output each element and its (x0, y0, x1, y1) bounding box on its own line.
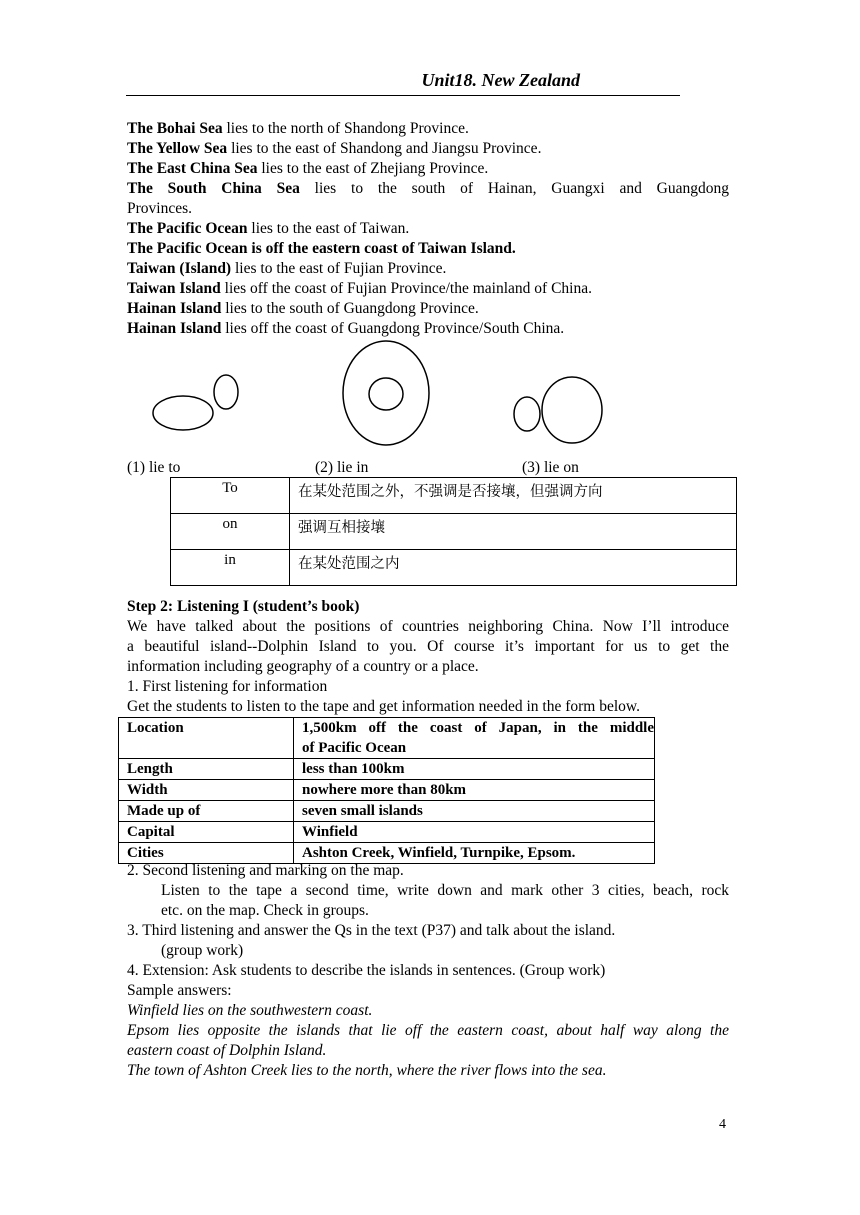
step2-intro-line1: We have talked about the positions of countries neighboring China. Now I’ll introduce (127, 618, 729, 635)
diagram-lie-in (343, 341, 429, 445)
sample-answer-1: Winfield lies on the southwestern coast. (127, 1002, 373, 1019)
table-cell-key: Length (119, 759, 294, 780)
item2: 2. Second listening and marking on the map. (127, 862, 404, 879)
table-row (119, 822, 655, 843)
table-cell-key: Location (119, 718, 294, 759)
sample-answer-2-line2: eastern coast of Dolphin Island. (127, 1042, 327, 1059)
sentence-hainan-2: Hainan Island lies off the coast of Guangdong Province/South China. (127, 320, 565, 337)
table-cell-value: 在某处范围之内 (290, 550, 737, 586)
table-cell-value: less than 100km (294, 759, 655, 780)
table-row (171, 514, 737, 550)
sample-answer-3: The town of Ashton Creek lies to the north, where the river flows into the sea. (127, 1062, 607, 1079)
page-number: 4 (719, 1117, 726, 1132)
page-header-title: Unit18. New Zealand (421, 70, 580, 90)
caption-lie-on: (3) lie on (522, 459, 579, 476)
table-cell-key: in (171, 550, 290, 586)
step2-section (127, 597, 729, 717)
table-row (171, 550, 737, 586)
sentence-bohai: The Bohai Sea lies to the north of Shandong Province. (127, 120, 469, 137)
sentence-pacific-2: The Pacific Ocean is off the eastern coast of Taiwan Island. (127, 240, 516, 257)
listening-steps (127, 861, 729, 1081)
step2-heading: Step 2: Listening I (student’s book) (127, 598, 360, 615)
table-cell-value: 在某处范围之外，不强调是否接壤，但强调方向 (290, 478, 737, 514)
step2-intro-line3: information including geography of a country or a place. (127, 658, 479, 675)
table-row (171, 478, 737, 514)
table-cell-value: 强调互相接壤 (290, 514, 737, 550)
table-cell-key: on (171, 514, 290, 550)
location-value-line1: 1,500km off the coast of Japan, in the middle (302, 720, 654, 736)
header-rule (126, 95, 680, 96)
item4: 4. Extension: Ask students to describe the islands in sentences. (Group work) (127, 962, 606, 979)
location-value-line2: of Pacific Ocean (302, 740, 407, 756)
preposition-diagrams (127, 340, 729, 460)
preposition-table (170, 477, 737, 586)
table-row (119, 759, 655, 780)
table-cell-value: nowhere more than 80km (294, 780, 655, 801)
table-row (119, 718, 655, 759)
caption-lie-in: (2) lie in (315, 459, 369, 476)
sample-answers-label: Sample answers: (127, 982, 232, 999)
table-cell-key: Capital (119, 822, 294, 843)
table-cell-value (294, 718, 655, 759)
sentence-pacific-1: The Pacific Ocean lies to the east of Taiwan. (127, 220, 410, 237)
table-cell-key: Width (119, 780, 294, 801)
island-info-table (118, 717, 655, 864)
table-row (119, 801, 655, 822)
caption-lie-to: (1) lie to (127, 459, 181, 476)
table-cell-value: Winfield (294, 822, 655, 843)
item2-line2: etc. on the map. Check in groups. (161, 902, 369, 919)
item2-line1: Listen to the tape a second time, write down and mark other 3 cities, beach, rock (161, 882, 729, 899)
sentence-taiwan-2: Taiwan Island lies off the coast of Fujian Province/the mainland of China. (127, 280, 592, 297)
table-cell-key: Cities (119, 843, 294, 864)
sentence-hainan-1: Hainan Island lies to the south of Guangdong Province. (127, 300, 479, 317)
diagram-lie-on (514, 377, 602, 443)
table-cell-value: Ashton Creek, Winfield, Turnpike, Epsom. (294, 843, 655, 864)
sentence-taiwan-1: Taiwan (Island) lies to the east of Fujian Province. (127, 260, 447, 277)
item3-line2: (group work) (161, 942, 244, 959)
step2-item1: 1. First listening for information (127, 678, 328, 695)
item3: 3. Third listening and answer the Qs in the text (P37) and talk about the island. (127, 922, 616, 939)
table-cell-key: Made up of (119, 801, 294, 822)
sentence-yellow-sea: The Yellow Sea lies to the east of Shandong and Jiangsu Province. (127, 140, 542, 157)
table-cell-value: seven small islands (294, 801, 655, 822)
sentence-south-china-sea-cont: Provinces. (127, 200, 193, 217)
step2-item1-desc: Get the students to listen to the tape and get information needed in the form below. (127, 698, 640, 715)
sentence-south-china-sea: The South China Sea lies to the south of Hainan, Guangxi and Guangdong (127, 180, 730, 197)
position-sentences (127, 119, 729, 339)
diagram-lie-to (153, 375, 238, 430)
sentence-east-china-sea: The East China Sea lies to the east of Zhejiang Province. (127, 160, 489, 177)
sample-answer-2-line1: Epsom lies opposite the islands that lie off the eastern coast, about half way along the (127, 1022, 729, 1039)
table-row (119, 780, 655, 801)
step2-intro-line2: a beautiful island--Dolphin Island to you. Of course it’s important for us to get the (127, 638, 729, 655)
table-cell-key: To (171, 478, 290, 514)
